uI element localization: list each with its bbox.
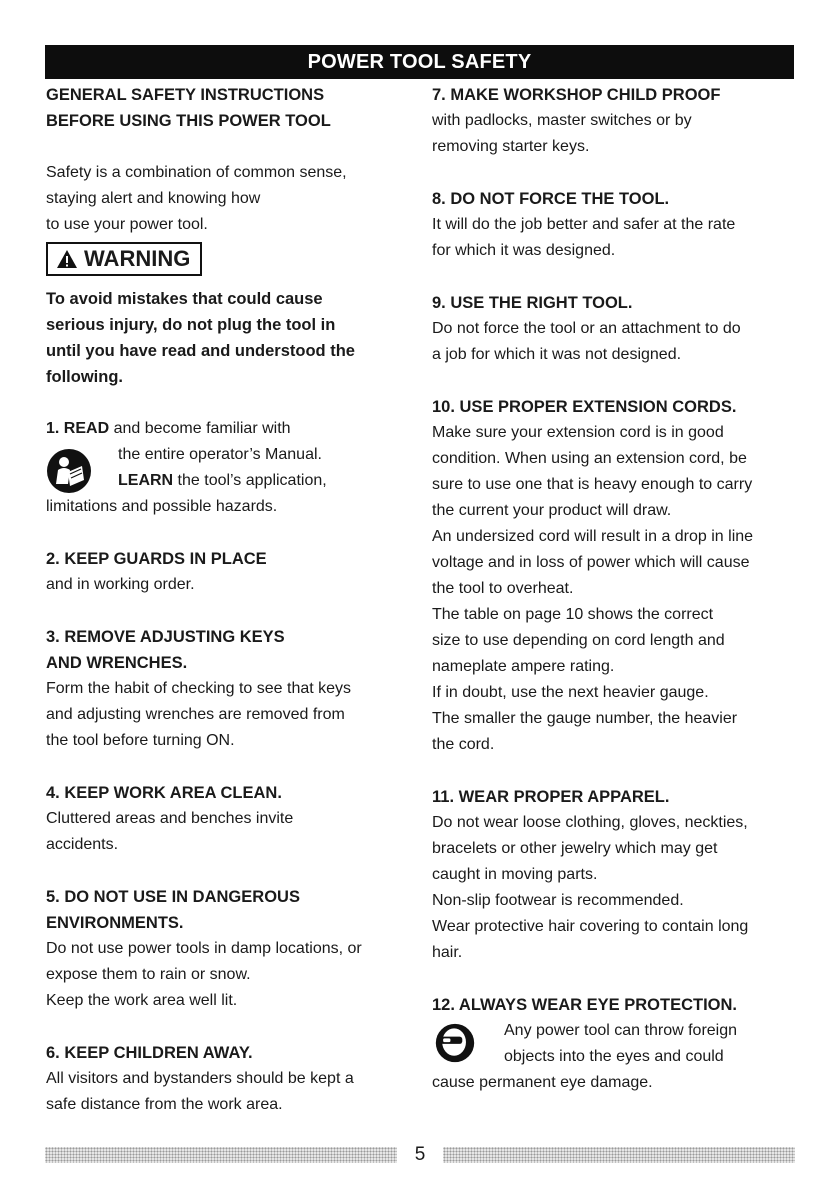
intro-text-line-3: to use your power tool. [46, 216, 208, 233]
item-4-heading: 4. KEEP WORK AREA CLEAN. [46, 784, 282, 802]
item-6-heading: 6. KEEP CHILDREN AWAY. [46, 1044, 253, 1062]
item-3-line-1: Form the habit of checking to see that keys [46, 680, 352, 697]
item-11-line-3: caught in moving parts. [432, 866, 598, 883]
item-10-line-3: sure to use one that is heavy enough to carry [432, 476, 753, 493]
item-9-line-1: Do not force the tool or an attachment to do [432, 320, 741, 337]
warning-text-line-3: until you have read and understood the [46, 342, 355, 360]
item-1-line-1-rest: and become familiar with [109, 420, 291, 437]
item-10-line-2: condition. When using an extension cord, be [432, 450, 747, 467]
eye-protection-icon [434, 1022, 476, 1064]
item-12-line-1: Any power tool can throw foreign [504, 1022, 738, 1039]
read-manual-icon [46, 448, 92, 494]
warning-label-box [46, 242, 202, 276]
left-column [46, 82, 406, 1118]
intro-heading-line-1: GENERAL SAFETY INSTRUCTIONS [46, 86, 325, 104]
item-3-line-3: the tool before turning ON. [46, 732, 235, 749]
warning-text-line-2: serious injury, do not plug the tool in [46, 316, 336, 334]
footer-stipple-right [443, 1147, 795, 1163]
item-2-heading: 2. KEEP GUARDS IN PLACE [46, 550, 267, 568]
item-10-line-13: the cord. [432, 736, 495, 753]
item-1-line-1 [46, 416, 406, 442]
item-7-line-2: removing starter keys. [432, 138, 590, 155]
item-10-line-10: nameplate ampere rating. [432, 658, 615, 675]
intro-heading-line-2: BEFORE USING THIS POWER TOOL [46, 112, 331, 130]
item-11-heading: 11. WEAR PROPER APPAREL. [432, 788, 670, 806]
item-12-line-3: cause permanent eye damage. [432, 1074, 653, 1091]
item-4-line-2: accidents. [46, 836, 119, 853]
item-10-line-8: The table on page 10 shows the correct [432, 606, 714, 623]
item-1-icon-row [46, 442, 406, 494]
right-column [432, 82, 796, 1096]
item-8-line-2: for which it was designed. [432, 242, 616, 259]
item-2-line-1: and in working order. [46, 576, 195, 593]
item-10-heading: 10. USE PROPER EXTENSION CORDS. [432, 398, 737, 416]
item-5-line-3: Keep the work area well lit. [46, 992, 238, 1009]
item-11-line-6: hair. [432, 944, 463, 961]
section-title-bar: POWER TOOL SAFETY [45, 45, 794, 79]
item-5-heading-line-2: ENVIRONMENTS. [46, 914, 184, 932]
item-8-line-1: It will do the job better and safer at the rate [432, 216, 736, 233]
item-4-line-1: Cluttered areas and benches invite [46, 810, 294, 827]
item-9-heading: 9. USE THE RIGHT TOOL. [432, 294, 633, 312]
warning-text-line-4: following. [46, 368, 123, 386]
item-6-line-2: safe distance from the work area. [46, 1096, 283, 1113]
item-9-line-2: a job for which it was not designed. [432, 346, 682, 363]
page-number: 5 [414, 1144, 426, 1165]
item-12-heading: 12. ALWAYS WEAR EYE PROTECTION. [432, 996, 738, 1014]
item-1-line-3 [46, 468, 406, 494]
item-1-lead: 1. READ [46, 420, 110, 437]
item-8-heading: 8. DO NOT FORCE THE TOOL. [432, 190, 670, 208]
item-12-icon-row [432, 1018, 796, 1070]
page-footer [45, 1143, 795, 1167]
item-3-line-2: and adjusting wrenches are removed from [46, 706, 345, 723]
item-1-line-3-rest: the tool’s application, [173, 472, 327, 489]
item-7-heading: 7. MAKE WORKSHOP CHILD PROOF [432, 86, 721, 104]
item-10-line-4: the current your product will draw. [432, 502, 672, 519]
item-11-line-4: Non-slip footwear is recommended. [432, 892, 684, 909]
intro-text-line-1: Safety is a combination of common sense, [46, 164, 347, 181]
item-3-heading-line-1: 3. REMOVE ADJUSTING KEYS [46, 628, 285, 646]
item-7-line-1: with padlocks, master switches or by [432, 112, 692, 129]
item-6-line-1: All visitors and bystanders should be kept a [46, 1070, 354, 1087]
item-12-line-2: objects into the eyes and could [504, 1048, 724, 1065]
item-1-line-4: limitations and possible hazards. [46, 498, 278, 515]
item-10-line-1: Make sure your extension cord is in good [432, 424, 724, 441]
item-11-line-5: Wear protective hair covering to contain long [432, 918, 749, 935]
warning-label: WARNING [84, 246, 191, 271]
item-11-line-2: bracelets or other jewelry which may get [432, 840, 718, 857]
item-10-line-9: size to use depending on cord length and [432, 632, 725, 649]
item-1-line-2: the entire operator’s Manual. [118, 446, 322, 463]
item-10-line-6: voltage and in loss of power which will cause [432, 554, 750, 571]
item-3-heading-line-2: AND WRENCHES. [46, 654, 188, 672]
item-10-line-12: The smaller the gauge number, the heavier [432, 710, 738, 727]
footer-stipple-left [45, 1147, 397, 1163]
item-10-line-7: the tool to overheat. [432, 580, 574, 597]
item-5-line-2: expose them to rain or snow. [46, 966, 251, 983]
intro-text-line-2: staying alert and knowing how [46, 190, 261, 207]
item-5-heading-line-1: 5. DO NOT USE IN DANGEROUS [46, 888, 300, 906]
item-5-line-1: Do not use power tools in damp locations, or [46, 940, 362, 957]
item-10-line-11: If in doubt, use the next heavier gauge. [432, 684, 709, 701]
warning-triangle-icon [56, 249, 78, 269]
warning-text-line-1: To avoid mistakes that could cause [46, 290, 323, 308]
item-11-line-1: Do not wear loose clothing, gloves, neckties, [432, 814, 748, 831]
item-10-line-5: An undersized cord will result in a drop in line [432, 528, 754, 545]
item-1-learn: LEARN [118, 472, 174, 489]
